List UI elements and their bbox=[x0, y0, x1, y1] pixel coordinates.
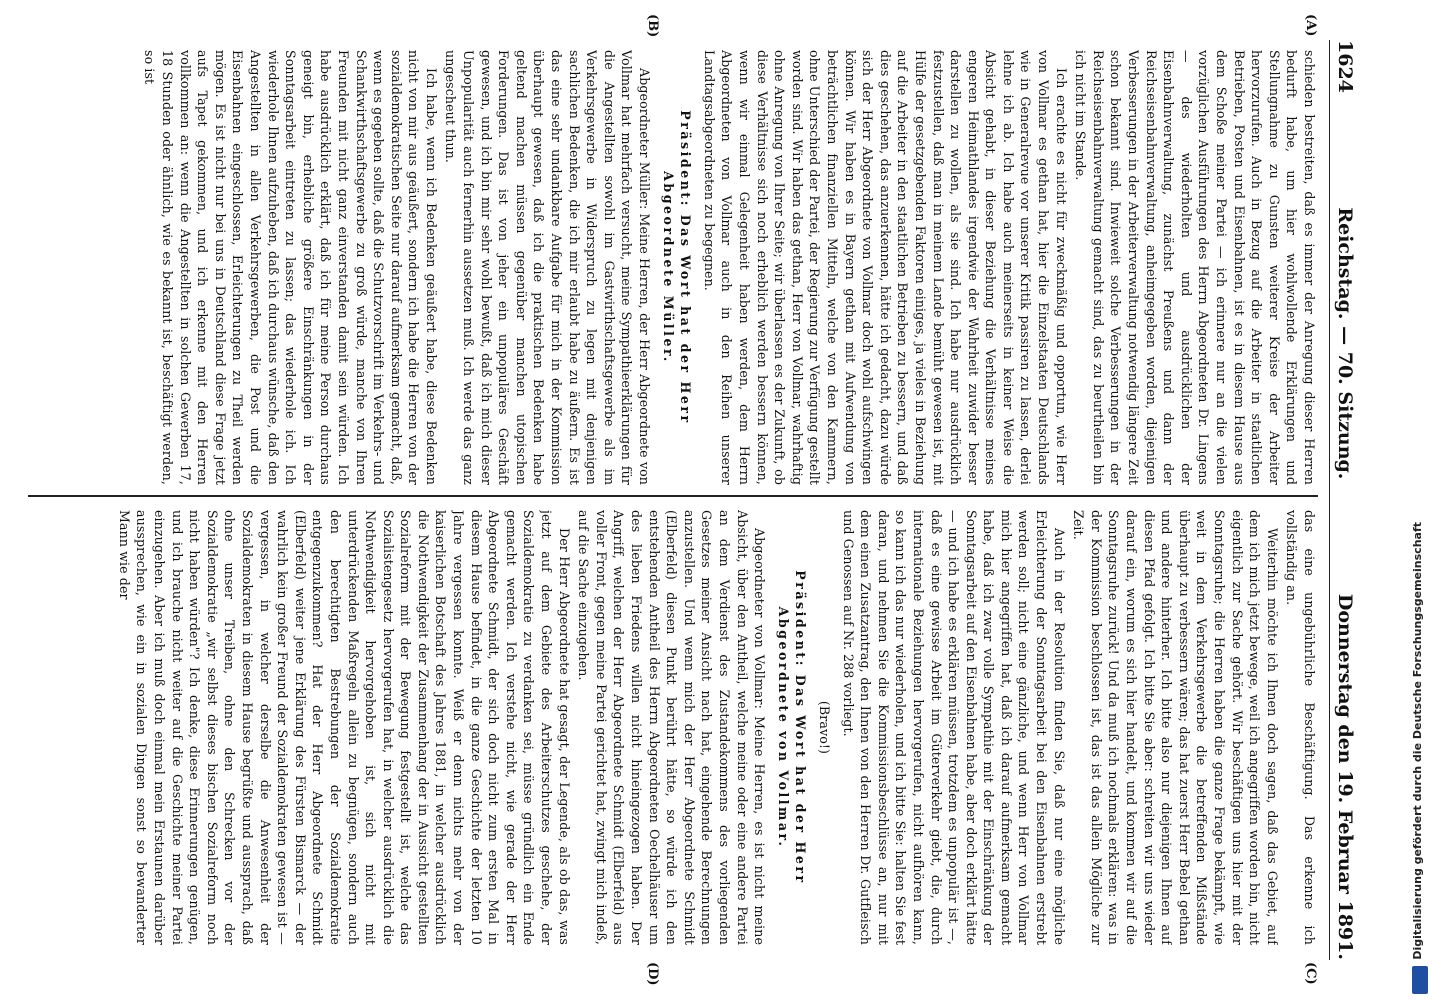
paragraph: Abgeordneter von Vollmar: Meine Herren, es ist nicht meine Absicht, über den Antheil, welche meine oder eine andere Partei an dem Verdienst des Zustandekommens des vorliegenden Gesetzes meiner Ansicht nach hat, eingehende Berechnungen anzustellen. Und wenn mich der Herr Abgeordnete Schmidt (Elberfeld) diesen Punkt berührt hätte, so würde ich den entstehenden Antheil des Herrn Abgeordneten Oechelhäuser um des lieben Friedens willen nicht hineingezogen haben. Der Angriff, welchen der Herr Abgeordnete Schmidt (Elberfeld) aus voller Front, gegen meine Partei gerichtet hat, zwingt mich indeß, auf die Sache einzugehen. bbox=[576, 510, 768, 945]
page-header bbox=[1329, 40, 1360, 960]
left-column bbox=[28, 50, 1318, 485]
header-title: Reichstag. — 70. Sitzung. bbox=[1334, 207, 1356, 480]
paragraph: Der Herr Abgeordnete hat gesagt, der Legende, als ob das, was jetzt auf dem Gebiete des Arbeiterschutzes geschehe, der Sozialdemokratie zu verdanken sei, müsse gründlich ein Ende gemacht werden. Ich verstehe nicht, wie gerade der Herr Abgeordnete Schmidt, der sich doch nicht zum ersten Mal in diesem Hause befindet, in die ganze Geschichte der letzten 10 Jahre vergessen konnte. Weiß er denn nichts mehr von der kaiserlichen Botschaft des Jahres 1881, in welcher ausdrücklich die Nothwendigkeit der Zusammenhang der in Aussicht gestellten Sozialreform mit der Bewegung festgestellt ist, welche das Sozialistengesetz hervorgerufen hat, in welcher ausdrücklich die Nothwendigkeit hervorgehoben ist, sich nicht mit unterdrückenden Maßregeln allein zu begnügen, sondern auch den berechtigten Bestrebungen der Sozialdemokratie entgegenzukommen? Hat der Herr Abgeordnete Schmidt (Elberfeld) weiter jene Erklärung des Fürsten Bismarck — der wahrlich kein großer Freund der Sozialdemokraten gewesen ist — vergessen, in welcher derselbe die Anwesenheit der Sozialdemokraten in diesem Hause begrüßte und aussprach, daß ohne unser Treiben, ohne den Schrecken vor der Sozialdemokratie „wir selbst dieses bischen Sozialreform noch nicht haben würden"? Ich denke, diese Erinnerungen genügen, und ich brauche nicht weiter auf die Geschichte meiner Partei einzugehen. Aber ich muß doch einmal mein Erstaunen darüber aussprechen, wie ein in sozialen Dingen sonst so bewanderter Mann wie der bbox=[116, 510, 572, 945]
funding-credit: Digitalisierung gefördert durch die Deutsche Forschungsgemeinschaft bbox=[1411, 522, 1424, 960]
right-column bbox=[28, 510, 1318, 945]
paragraph: Abgeordneter Müller: Meine Herren, der Herr Abgeordnete von Vollmar hat mehrfach versucht, meine Sympathieerklärungen für die Angestellten sowohl im Gastwirthschaftsgewerbe als im Verkehrsgewerbe in Widerspruch zu legen mit denjenigen sachlichen Bedenken, die ich mir erlaubt habe zu äußern. Es ist das eine sehr undankbare Aufgabe für mich in der Kommission überhaupt gewesen, daß ich die praktischen Bedenken habe geltend machen müssen gegenüber manchen utopischen Forderungen. Das ist von jeher ein unpopuläres Geschäft gewesen, und ich bin mir sehr wohl bewußt, daß ich mich dieser Unpopularität auch fernerhin aussetzen muß. Ich werde das ganz ungescheut thun. bbox=[443, 50, 653, 485]
paragraph: Ich erachte es nicht für zweckmäßig und opportun, wie Herr von Vollmar es gethan hat, hier die Einzelstaaten Deutschlands wie in Generalrevue vor unserer Kritik passiren zu lassen, derlei lehne ich ab. Ich habe auch meinerseits in keiner Weise die Absicht gehabt, in dieser Beziehung die Verhältnisse meines engeren Heimathlandes irgendwie der Wahrheit zuwider besser darstellen zu wollen, als sie sind. Ich habe nur ausdrücklich festzustellen, daß man in meinem Lande bemüht gewesen ist, mit Hülfe der gesetzgebenden Faktoren einiges, ja vieles in Beziehung auf die Arbeiter in den staatlichen Betrieben zu bessern, und daß dies geschehen, das anzuerkennen, hätte ich gedacht, dazu würde sich der Herr Abgeordnete von Vollmar doch wohl aufschwingen können. Wir haben es in Bayern gethan mit Aufwendung von beträchtlichen finanziellen Mitteln, welche von den Kammern, ohne Unterschied der Partei, der Regierung zur Verfügung gestellt worden sind. Wir haben das gethan, Herr von Vollmar, wahrhaftig ohne Anregung von Ihrer Seite; wir überlassen es der Zukunft, ob diese Verhältnisse sich noch erheblich werden bessern können, wenn wir einmal Gelegenheit haben werden, dem Herrn Abgeordneten von Vollmar auch in den Reihen unserer Landtagsabgeordneten zu begegnen. bbox=[701, 50, 1069, 485]
paragraph: Weiterhin möchte ich Ihnen doch sagen, daß das Gebiet, auf dem ich mich jetzt bewege, weil ich angegriffen worden bin, nicht eigentlich zur Sache gehört. Wir beschäftigen uns hier mit der Sonntagsruhe; die Herren haben die ganze Frage bekämpft, wie weit in dem Verkehrsgewerbe die betreffenden Mißstände überhaupt zu verbessern wären; das hat zuerst Herr Bebel gethan und andere hinterher. Ich bitte also nur diejenigen Ihnen auf diesen Pfad gefolgt. Ich bitte Sie aber: schreiten wir uns wieder darauf ein, worum es sich hier handelt, und kommen wir auf die Sonntagsruhe zurück! Und da muß ich nochmals erklären: was in der Kommission beschlossen ist, das ist das allein Mögliche zur Zeit. bbox=[1071, 510, 1280, 945]
interjection: (Bravo!) bbox=[816, 700, 832, 755]
margin-marker-a: (A) bbox=[1303, 14, 1318, 37]
paragraph: Auch in der Resolution finden Sie, daß nur eine mögliche Erleichterung der Sonntagsarbeit bei den Eisenbahnen erstrebt werden soll; nicht eine gänzliche, und wenn Herr von Vollmar mich hier angegriffen hat, daß ich darauf aufmerksam gemacht habe, daß ich zwar volle Sympathie mit der Einschränkung der Sonntagsarbeit auf den Eisenbahnen habe, aber doch erklärt hätte — und ich habe es erklären müssen, trotzdem es unpopulär ist —, daß es eine gewisse Arbeit im Güterverkehr giebt, die, durch internationale Beziehungen hervorgerufen, nicht aufhören kann, so kann ich das nur wiederholen, und ich bitte Sie: halten Sie fest daran, und nehmen Sie die Kommissionsbeschlüsse an, nur mit dem einen Zusatzantrag, den Ihnen von den Herren Dr. Gutfleisch und Genossen auf Nr. 288 vorliegt. bbox=[840, 510, 1067, 945]
dfg-logo bbox=[1412, 966, 1428, 994]
digitization-footer bbox=[1408, 0, 1432, 1000]
page-number: 1624 bbox=[1334, 40, 1356, 93]
paragraph: das eine ungebührliche Beschäftigung. Das erkenne ich vollständig an. bbox=[1284, 510, 1317, 945]
speaker-line: Präsident: Das Wort hat der Herr Abgeordnete von Vollmar. bbox=[775, 570, 809, 885]
paragraph: Ich habe, wenn ich Bedenken geäußert habe, diese Bedenken nicht von mir aus geäußert, sondern ich habe die Herren von der sozialdemokratischen Seite nur darauf aufmerksam gemacht, daß, wenn es gegeben sollte, daß die Schutzvorschrift im Verkehrs- und Schankwirthschaftsgewerbe zu groß würde, manche von Ihren Freunden mit nicht ganz einverstanden damit sein würden. Ich habe ausdrücklich erklärt, daß ich für meine Person durchaus geneigt bin, erhebliche größere Einschränkungen in der Sonntagsarbeit eintreten zu lassen; das wiederhole ich. Ich wiederhole Ihnen aufzuheben, daß ich durchaus wünsche, daß den Angestellten in allen Verkehrsgewerben, die Post und die Eisenbahnen eingeschlossen, Erleichterungen zu Theil werden mögen. Es ist nicht nur bei uns in Deutschland diese Frage jetzt aufs Tapet gekommen, und ich erkenne mit den Herren vollkommen an: wenn die Angestellten in solchen Gewerben 17, 18 Stunden oder ähnlich, wie es bekannt ist, beschäftigt werden, so ist bbox=[142, 50, 439, 485]
margin-marker-b: (B) bbox=[645, 14, 660, 38]
margin-marker-d: (D) bbox=[645, 962, 660, 986]
column-divider bbox=[28, 495, 1318, 497]
header-date: Donnerstag den 19. Februar 1891. bbox=[1334, 593, 1356, 960]
speaker-line: Präsident: Das Wort hat der Herr Abgeordnete Müller. bbox=[660, 110, 694, 425]
margin-marker-c: (C) bbox=[1303, 962, 1318, 985]
paragraph: schieden bestreiten, daß es immer der Anregung dieser Herren bedurft habe, um hier wohlwollende Erklärungen und Stellungnahme zu Gunsten weiterer Kreise der Arbeiter hervorzurufen. Auch in Bezug auf die Arbeiter in staatlichen Betrieben, Posten und Eisenbahnen, ist es in diesem Hause aus dem Schoße meiner Partei — ich erinnere nur an die vielen vorzüglichen Ausführungen des Herrn Abgeordneten Dr. Lingens — des wiederholten und ausdrücklichen der Eisenbahnverwaltung, zunächst Preußens und dann der Reichseisenbahnverwaltung, anheimgegeben worden, diejenigen Verbesserungen in der Arbeiterverwaltung notwendig längere Zeit schon bekannt sind. Inwieweit solche Verbesserungen in der Reichseisenbahnverwaltung gemacht sind, das zu beurtheilen bin ich nicht im Stande. bbox=[1073, 50, 1317, 485]
